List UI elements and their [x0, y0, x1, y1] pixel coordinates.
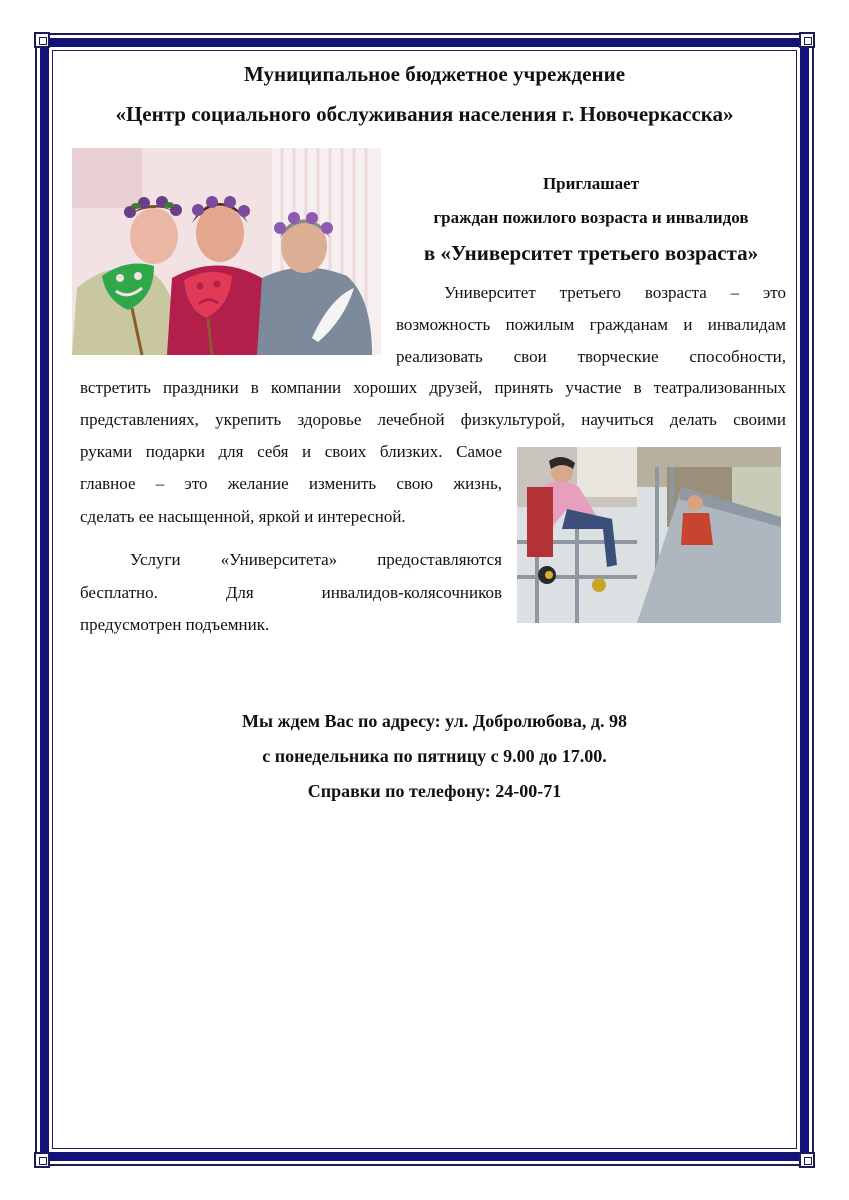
- body-text-line: руками подарки для себя и своих близких. Самое: [80, 442, 502, 461]
- photo-wheelchair-lift: [517, 447, 781, 623]
- invitation-heading: Приглашает: [542, 174, 640, 193]
- organization-type-heading: Муниципальное бюджетное учреждение: [243, 62, 626, 86]
- frame-corner-top-left: [34, 32, 50, 48]
- body-text-line: Университет третьего возраста – это: [444, 283, 786, 302]
- invitation-audience: граждан пожилого возраста и инвалидов: [433, 208, 749, 227]
- address-text: Мы ждем Вас по адресу: ул. Добролюбова, д. 98: [242, 711, 627, 731]
- body-text-line: сделать ее насыщенной, яркой и интересной.: [80, 507, 406, 526]
- costume-photo-illustration: [72, 148, 381, 355]
- body-text-line: Услуги «Университета» предоставляются: [130, 550, 502, 569]
- body-text-line: бесплатно. Для инвалидов-колясочников: [80, 583, 502, 602]
- working-hours-text: с понедельника по пятницу с 9.00 до 17.00.: [262, 746, 607, 766]
- body-text-line: встретить праздники в компании хороших друзей, принять участие в театрализованных: [80, 378, 786, 397]
- phone-text: Справки по телефону: 24-00-71: [307, 781, 562, 801]
- body-text-line: возможность пожилым гражданам и инвалидам: [396, 315, 786, 334]
- university-name: в «Университет третьего возраста»: [423, 241, 759, 265]
- organization-name-heading: «Центр социального обслуживания населения г. Новочеркасска»: [115, 102, 734, 126]
- frame-corner-top-right: [799, 32, 815, 48]
- photo-women-with-theatre-masks: [72, 148, 381, 355]
- wheelchair-lift-illustration: [517, 447, 781, 623]
- frame-corner-bottom-right: [799, 1152, 815, 1168]
- frame-corner-bottom-left: [34, 1152, 50, 1168]
- body-text-line: реализовать свои творческие способности,: [396, 347, 786, 366]
- body-text-line: главное – это желание изменить свою жизнь,: [80, 474, 502, 493]
- body-text-line: представлениях, укрепить здоровье лечебной физкультурой, научиться делать своими: [80, 410, 786, 429]
- body-text-line: предусмотрен подъемник.: [80, 615, 270, 634]
